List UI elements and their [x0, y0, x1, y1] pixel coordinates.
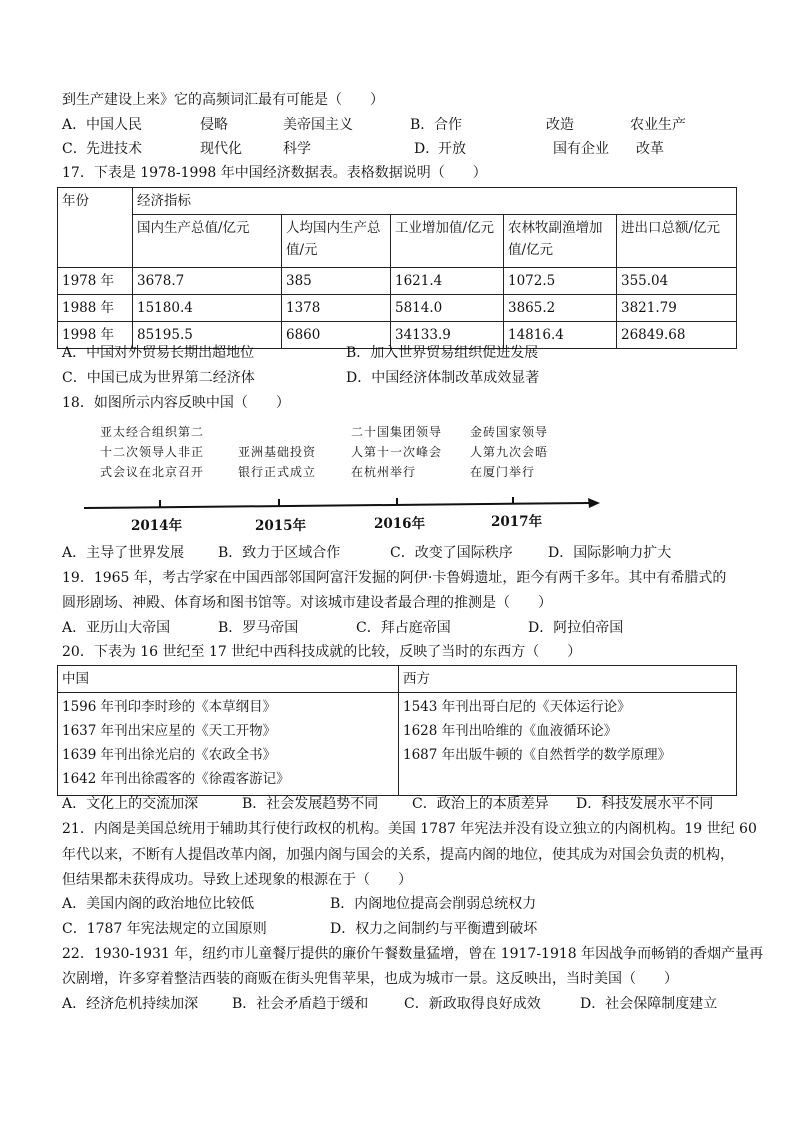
column-header: 农林牧副渔增加值/亿元	[504, 215, 617, 268]
event-line: 亚太经合组织第二	[100, 425, 205, 439]
events-timeline	[62, 418, 622, 536]
option-b: B．社会矛盾趋于缓和	[232, 996, 369, 1012]
option-a: A．主导了世界发展	[62, 545, 185, 561]
column-header: 国内生产总值/亿元	[133, 215, 282, 268]
option-d-word: 改革	[636, 141, 664, 157]
list-item: 1543 年刊出哥白尼的《天体运行论》	[403, 699, 631, 715]
option-c: C．新政取得良好成效	[404, 996, 541, 1012]
list-item: 1596 年刊印李时珍的《本草纲目》	[62, 699, 277, 715]
timeline-arrow	[588, 498, 600, 508]
table-cell: 1378	[282, 295, 391, 322]
option-a: A．亚历山大帝国	[62, 620, 171, 636]
option-b: B．罗马帝国	[218, 620, 299, 636]
list-item: 1639 年刊出徐光启的《农政全书》	[62, 747, 277, 763]
timeline-year: 2017年	[491, 514, 543, 530]
question-18-stem: 18．如图所示内容反映中国（ ）	[62, 395, 290, 411]
list-item: 1687 年出版牛顿的《自然哲学的数学原理》	[403, 747, 672, 763]
option-c: C．政治上的本质差异	[412, 796, 549, 812]
option-d-word: 国有企业	[553, 141, 609, 157]
table-cell: 355.04	[617, 268, 737, 295]
table-cell: 15180.4	[133, 295, 282, 322]
option-c-word: 现代化	[200, 141, 242, 157]
west-achievements	[399, 693, 737, 796]
option-d: D．权力之间制约与平衡遭到破坏	[330, 921, 538, 937]
option-a-word: 侵略	[200, 117, 228, 133]
option-c-word: 科学	[283, 141, 311, 157]
event-text	[470, 422, 548, 482]
question-21-stem: 但结果都未获得成功。导致上述现象的根源在于（ ）	[62, 872, 412, 888]
question-21-stem: 21．内阁是美国总统用于辅助其行使行政权的机构。美国 1787 年宪法并没有设立独立的内阁机构。19 世纪 60	[62, 821, 757, 837]
option-b-word: 改造	[546, 117, 574, 133]
row-year: 1978 年	[58, 268, 133, 295]
table-cell: 85195.5	[133, 322, 282, 349]
option-a: A．文化上的交流加深	[62, 796, 199, 812]
event-text	[351, 422, 442, 482]
list-item: 1642 年刊出徐霞客的《徐霞客游记》	[62, 771, 290, 787]
table-cell: 1072.5	[504, 268, 617, 295]
row-year: 1998 年	[58, 322, 133, 349]
event-line: 在厦门举行	[470, 465, 536, 479]
event-line: 金砖国家领导	[470, 425, 549, 439]
option-c: C．改变了国际秩序	[390, 545, 513, 561]
table-cell: 6860	[282, 322, 391, 349]
question-16-stem-end: 到生产建设上来》它的高频词汇最有可能是（ ）	[62, 92, 384, 108]
event-line: 在杭州举行	[351, 465, 417, 479]
option-b: B．社会发展趋势不同	[242, 796, 379, 812]
list-item: 1637 年刊出宋应星的《天工开物》	[62, 723, 277, 739]
event-text	[100, 422, 204, 482]
option-b-word: 农业生产	[630, 117, 686, 133]
timeline-year: 2014年	[131, 518, 183, 534]
table-cell: 3821.79	[617, 295, 737, 322]
option-c: C．1787 年宪法规定的立国原则	[62, 921, 267, 937]
china-achievements	[58, 693, 399, 796]
timeline-year: 2016年	[374, 516, 426, 532]
question-19-stem: 圆形剧场、神殿、体育场和图书馆等。对该城市建设者最合理的推测是（ ）	[62, 595, 552, 611]
option-b-word: 合作	[434, 117, 462, 133]
table-cell: 34133.9	[391, 322, 504, 349]
option-c: C．拜占庭帝国	[356, 620, 451, 636]
table-cell: 5814.0	[391, 295, 504, 322]
question-21-stem: 年代以来，不断有人提倡改革内阁，加强内阁与国会的关系，提高内阁的地位，使其成为对国会负责的机构，	[62, 847, 734, 863]
question-22-stem: 次剧增，许多穿着整洁西装的商贩在街头兜售苹果，也成为城市一景。这反映出，当时美国（ ）	[62, 971, 678, 987]
option-b-letter: B．	[410, 117, 435, 133]
timeline-axis	[62, 492, 622, 512]
indicator-group-header: 经济指标	[133, 188, 737, 215]
west-header: 西方	[399, 666, 737, 693]
option-b: B．内阁地位提高会削弱总统权力	[330, 896, 537, 912]
column-header: 进出口总额/亿元	[617, 215, 737, 268]
option-c-letter: C．	[62, 141, 87, 157]
table-cell: 385	[282, 268, 391, 295]
event-line: 人第九次会晤	[470, 445, 549, 459]
option-a-word: 美帝国主义	[283, 117, 353, 133]
option-d: D．中国经济体制改革成效显著	[346, 370, 540, 386]
event-line: 亚洲基础投资	[238, 445, 317, 459]
option-a-letter: A．	[62, 117, 87, 133]
event-line: 十二次领导人非正	[100, 445, 205, 459]
option-d-letter: D．	[414, 141, 440, 157]
table-row	[58, 295, 737, 322]
event-line: 银行正式成立	[238, 465, 317, 479]
option-a-word: 中国人民	[86, 117, 142, 133]
option-b: B．加入世界贸易组织促进发展	[346, 345, 539, 361]
row-year: 1988 年	[58, 295, 133, 322]
table-cell: 3865.2	[504, 295, 617, 322]
question-20-stem: 20．下表为 16 世纪至 17 世纪中西科技成就的比较，反映了当时的东西方（ ）	[62, 644, 582, 660]
option-a: A．经济危机持续加深	[62, 996, 199, 1012]
option-d: D．科技发展水平不同	[576, 796, 714, 812]
science-comparison-table	[57, 665, 737, 796]
option-b: B．致力于区域合作	[218, 545, 341, 561]
question-17-stem: 17．下表是 1978-1998 年中国经济数据表。表格数据说明（ ）	[62, 165, 487, 181]
list-item: 1628 年刊出哈维的《血液循环论》	[403, 723, 618, 739]
question-19-stem: 19．1965 年，考古学家在中国西部邻国阿富汗发掘的阿伊·卡鲁姆遗址，距今有两千多年。其中有希腊式的	[62, 570, 727, 586]
table-cell: 3678.7	[133, 268, 282, 295]
event-line: 式会议在北京召开	[100, 465, 205, 479]
table-cell: 26849.68	[617, 322, 737, 349]
table-cell: 1621.4	[391, 268, 504, 295]
year-header: 年份	[58, 188, 133, 268]
option-d: D．国际影响力扩大	[548, 545, 672, 561]
china-header: 中国	[58, 666, 399, 693]
option-d: D．阿拉伯帝国	[528, 620, 624, 636]
economic-data-table	[57, 187, 737, 349]
option-c-word: 先进技术	[86, 141, 142, 157]
column-header: 人均国内生产总值/元	[282, 215, 391, 268]
table-cell: 14816.4	[504, 322, 617, 349]
event-text	[238, 442, 316, 482]
event-line: 人第十一次峰会	[351, 445, 443, 459]
question-22-stem: 22．1930-1931 年，纽约市儿童餐厅提供的廉价午餐数量猛增，曾在 1917-1918 年因战争而畅销的香烟产量再	[62, 946, 764, 962]
option-a: A．中国对外贸易长期出超地位	[62, 345, 255, 361]
option-d: D．社会保障制度建立	[580, 996, 718, 1012]
option-d-word: 开放	[438, 141, 466, 157]
table-row	[58, 268, 737, 295]
column-header: 工业增加值/亿元	[391, 215, 504, 268]
option-a: A．美国内阁的政治地位比较低	[62, 896, 255, 912]
event-line: 二十国集团领导	[351, 425, 443, 439]
option-c: C．中国已成为世界第二经济体	[62, 370, 255, 386]
timeline-year: 2015年	[255, 518, 307, 534]
